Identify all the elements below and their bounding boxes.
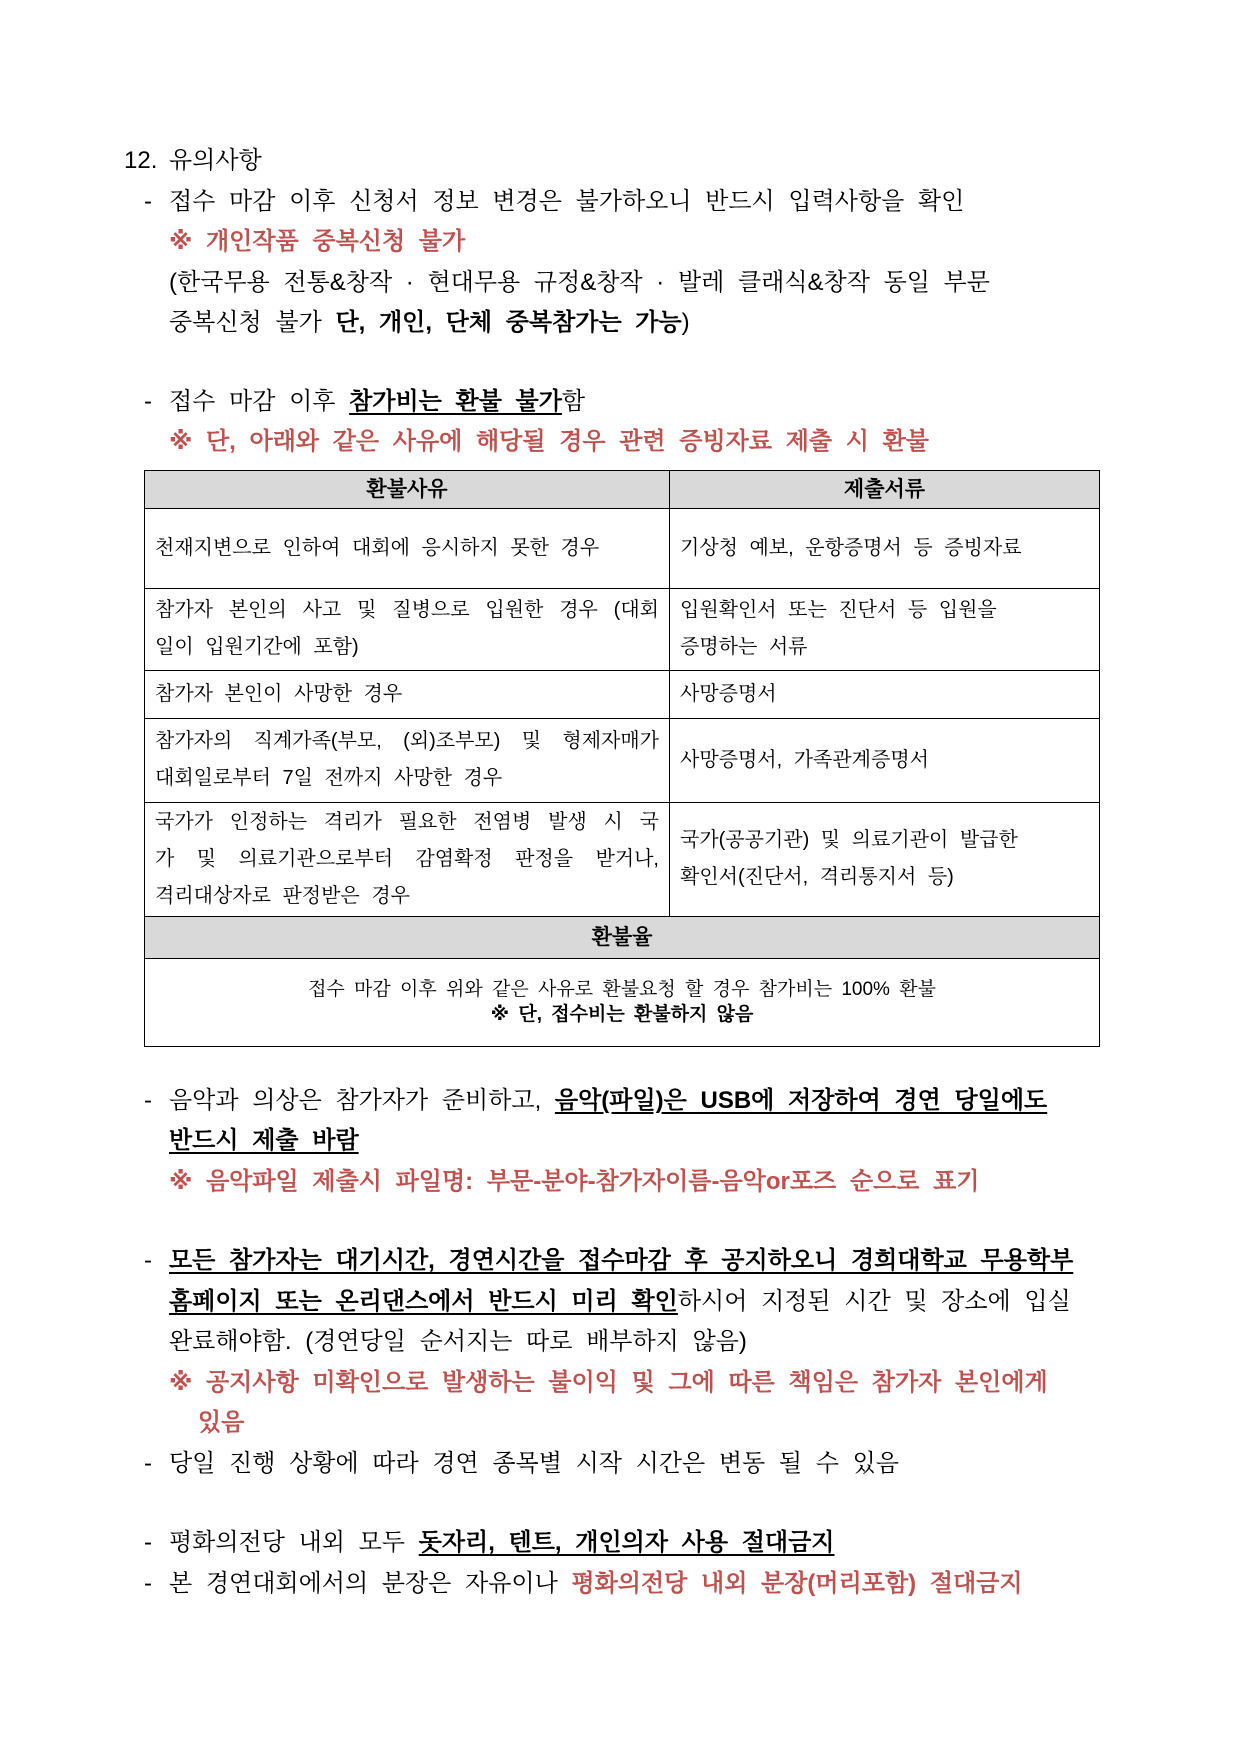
reason-line: 대회일로부터 7일 전까지 사망한 경우	[155, 767, 503, 789]
reason-cell	[145, 508, 670, 588]
documents-cell	[670, 588, 1100, 670]
notice-emphasis: 모든 참가자는 대기시간, 경연시간을 접수마감 후 공지하오니 경희대학교 무용학부	[169, 1247, 1074, 1274]
detail-close: )	[681, 309, 690, 336]
notice-text-before: 접수 마감 이후	[169, 387, 350, 415]
table-row	[145, 718, 1100, 802]
reason-line: 참가자의 직계가족(부모, (외)조부모) 및 형제자매가	[155, 730, 659, 752]
reason-cell	[145, 588, 670, 670]
notice-text	[169, 1241, 1150, 1282]
refund-rate-header: 환불율	[145, 916, 1100, 958]
bullet-dash: -	[144, 1529, 152, 1556]
table-header-row	[145, 470, 1100, 508]
reason-cell	[145, 718, 670, 802]
section-heading	[124, 141, 1240, 182]
documents-cell	[670, 802, 1100, 916]
notice-text-after: 하시어 지정된 시간 및 장소에 입실	[677, 1287, 1071, 1315]
notice-text-before: 음악과 의상은 참가자가 준비하고,	[169, 1086, 555, 1114]
notice-makeup	[144, 1564, 1150, 1605]
notice-emphasis: 반드시 제출 바람	[169, 1127, 359, 1154]
header-refund-reason: 환불사유	[145, 470, 670, 508]
warning-note: ※ 공지사항 미확인으로 발생하는 불이익 및 그에 따른 책임은 참가자 본인에게	[169, 1368, 1048, 1396]
detail-text: 중복신청 불가	[169, 309, 336, 336]
bullet-dash: -	[144, 1086, 152, 1114]
notice-start-time	[144, 1444, 1150, 1485]
warning-note-continued: 있음	[198, 1409, 245, 1436]
notice-text	[169, 1282, 1150, 1323]
detail-line: (한국무용 전통&창작 · 현대무용 규정&창작 · 발레 클래식&창작 동일 부문	[169, 268, 990, 296]
notice-text-after: 함	[561, 387, 586, 415]
reason-cell	[145, 670, 670, 718]
notice-text	[169, 1081, 1150, 1122]
bullet-dash: -	[144, 1449, 152, 1477]
header-documents: 제출서류	[670, 470, 1100, 508]
documents-line: 기상청 예보, 운항증명서 등 증빙자료	[680, 536, 1022, 559]
notice-text	[169, 382, 1150, 423]
section-title: 유의사항	[169, 147, 262, 174]
notice-text-before: 평화의전당 내외 모두	[169, 1529, 419, 1556]
notice-text: 완료해야함. (경연당일 순서지는 따로 배부하지 않음)	[169, 1328, 747, 1355]
reason-line: 참가자 본인의 사고 및 질병으로 입원한 경우 (대회	[155, 599, 659, 621]
detail-line	[169, 303, 1150, 344]
reason-cell	[145, 802, 670, 916]
notice-text	[169, 1523, 1150, 1564]
reason-line: 천재지변으로 인하여 대회에 응시하지 못한 경우	[155, 536, 600, 559]
section-number: 12.	[124, 147, 158, 174]
notice-text	[169, 1121, 1150, 1162]
notice-warning-text: 평화의전당 내외 분장(머리포함) 절대금지	[571, 1569, 1023, 1597]
refund-rate-header-row	[145, 916, 1100, 958]
refund-rate-row	[145, 958, 1100, 1046]
bullet-dash: -	[144, 1569, 152, 1597]
bullet-dash: -	[144, 187, 152, 215]
table-row	[145, 588, 1100, 670]
notice-text: 접수 마감 이후 신청서 정보 변경은 불가하오니 반드시 입력사항을 확인	[169, 187, 965, 215]
warning-note: ※ 개인작품 중복신청 불가	[169, 228, 466, 255]
notice-text: 당일 진행 상황에 따라 경연 종목별 시작 시간은 변동 될 수 있음	[169, 1449, 899, 1477]
notice-emphasis: 돗자리, 텐트, 개인의자 사용 절대금지	[418, 1529, 835, 1556]
refund-rate-note: ※ 단, 접수비는 환불하지 않음	[490, 1004, 754, 1025]
notice-emphasis: 음악(파일)은 USB에 저장하여 경연 당일에도	[554, 1086, 1048, 1114]
table-row	[145, 508, 1100, 588]
documents-line: 사망증명서, 가족관계증명서	[680, 748, 929, 771]
refund-rate-cell	[145, 958, 1100, 1046]
table-row	[145, 802, 1100, 916]
warning-note: ※ 단, 아래와 같은 사유에 해당될 경우 관련 증빙자료 제출 시 환불	[169, 428, 929, 455]
notice-text-before: 본 경연대회에서의 분장은 자유이나	[169, 1569, 572, 1597]
warning-note: ※ 음악파일 제출시 파일명: 부문-분야-참가자이름-음악or포즈 순으로 표기	[169, 1167, 980, 1195]
documents-line: 입원확인서 또는 진단서 등 입원을	[680, 599, 997, 621]
documents-cell	[670, 718, 1100, 802]
documents-line: 확인서(진단서, 격리통지서 등)	[680, 866, 954, 888]
notice-emphasis: 참가비는 환불 불가	[349, 387, 562, 415]
notice-text	[169, 1564, 1150, 1605]
notice-entry-change	[144, 182, 1150, 344]
reason-line: 가 및 의료기관으로부터 감염확정 판정을 받거나,	[155, 847, 659, 870]
reason-line: 참가자 본인이 사망한 경우	[155, 682, 403, 705]
bullet-dash: -	[144, 387, 152, 415]
notice-emphasis: 홈페이지 또는 온리댄스에서 반드시 미리 확인	[169, 1287, 678, 1315]
refund-table	[144, 470, 1100, 1047]
documents-line: 사망증명서	[680, 682, 777, 705]
reason-line: 격리대상자로 판정받은 경우	[155, 884, 410, 907]
notice-music	[144, 1081, 1150, 1203]
notice-schedule	[144, 1241, 1150, 1444]
reason-line: 국가가 인정하는 격리가 필요한 전염병 발생 시 국	[155, 810, 659, 833]
documents-line: 증명하는 서류	[680, 636, 808, 658]
reason-line: 일이 입원기간에 포함)	[155, 636, 359, 658]
notice-refund	[144, 382, 1150, 463]
documents-cell	[670, 670, 1100, 718]
documents-cell	[670, 508, 1100, 588]
notice-venue-items	[144, 1523, 1150, 1564]
refund-rate-text: 접수 마감 이후 위와 같은 사유로 환불요청 할 경우 참가비는 100% 환불	[308, 979, 936, 1000]
bullet-dash: -	[144, 1247, 152, 1274]
detail-bold-text: 단, 개인, 단체 중복참가는 가능	[335, 309, 682, 336]
table-row	[145, 670, 1100, 718]
documents-line: 국가(공공기관) 및 의료기관이 발급한	[680, 829, 1018, 851]
